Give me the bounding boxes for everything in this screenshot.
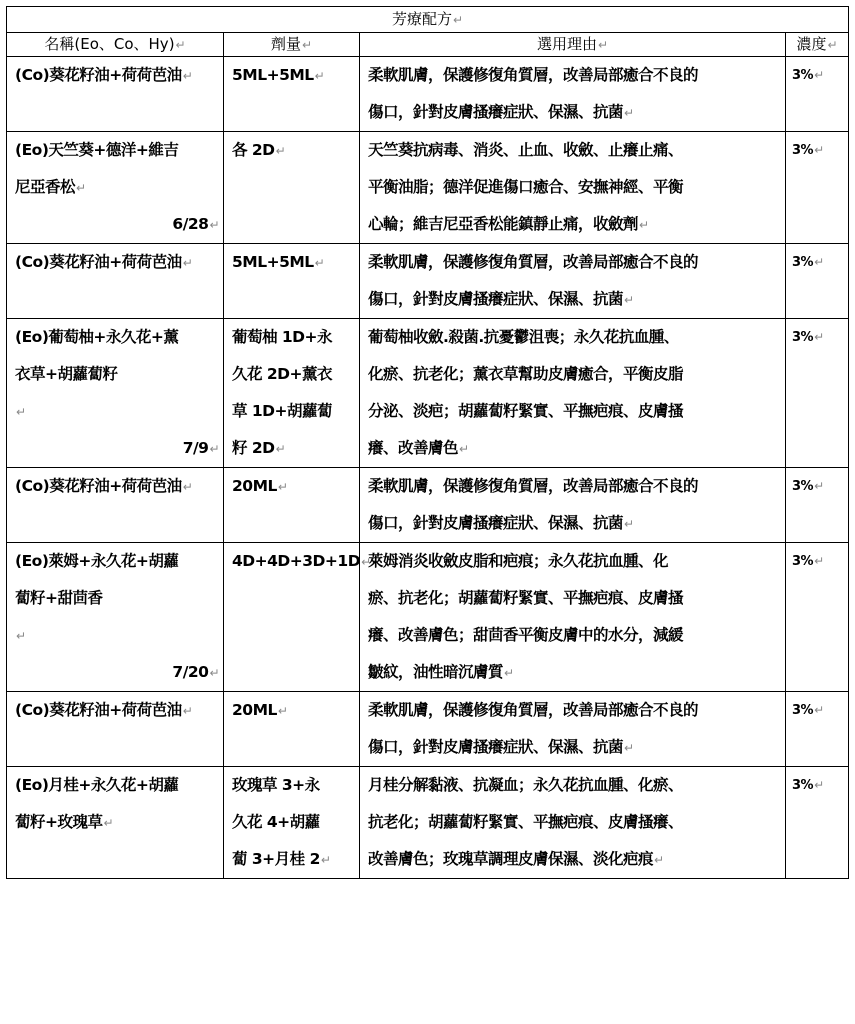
cell-line: 柔軟肌膚，保護修復角質層，改善局部癒合不良的 [368, 701, 699, 719]
reason-cell [360, 543, 786, 692]
paragraph-mark: ↵ [209, 666, 219, 680]
reason-cell [360, 468, 786, 543]
cell-line: 玫瑰草 3+永 [232, 776, 320, 794]
cell-line: 5ML+5ML↵ [232, 66, 325, 84]
cell-line: 3%↵ [792, 479, 824, 494]
cell-line: 癢、改善膚色↵ [368, 439, 469, 457]
cell-line: 3%↵ [792, 778, 824, 793]
cell-line: 傷口，針對皮膚搔癢症狀、保濕、抗菌↵ [368, 290, 634, 308]
table-row [7, 319, 849, 468]
cell-line: 化瘀、抗老化；薰衣草幫助皮膚癒合，平衡皮脂 [368, 365, 684, 383]
cell-line: 葡萄柚收斂.殺菌.抗憂鬱沮喪；永久花抗血腫、 [368, 328, 679, 346]
paragraph-mark: ↵ [320, 853, 331, 867]
document-page [6, 6, 848, 879]
cell-line: 皺紋，油性暗沉膚質↵ [368, 663, 514, 681]
paragraph-mark: ↵ [814, 554, 824, 568]
paragraph-mark: ↵ [814, 703, 824, 717]
paragraph-mark: ↵ [277, 480, 288, 494]
cell-line: 3%↵ [792, 330, 824, 345]
table-row [7, 543, 849, 692]
paragraph-mark: ↵ [814, 143, 824, 157]
cell-line: 柔軟肌膚，保護修復角質層，改善局部癒合不良的 [368, 66, 699, 84]
concentration-cell [786, 57, 849, 132]
paragraph-mark: ↵ [182, 256, 193, 270]
cell-line: 平衡油脂；德洋促進傷口癒合、安撫神經、平衡 [368, 178, 684, 196]
concentration-cell [786, 767, 849, 879]
cell-line: 抗老化；胡蘿蔔籽緊實、平撫疤痕、皮膚搔癢、 [368, 813, 684, 831]
paragraph-mark: ↵ [182, 704, 193, 718]
table-row [7, 767, 849, 879]
cell-line: 改善膚色；玫瑰草調理皮膚保濕、淡化疤痕↵ [368, 850, 664, 868]
paragraph-mark: ↵ [182, 480, 193, 494]
concentration-cell [786, 692, 849, 767]
cell-line: 傷口，針對皮膚搔癢症狀、保濕、抗菌↵ [368, 514, 634, 532]
cell-line: 5ML+5ML↵ [232, 253, 325, 271]
cell-line: 心輪；維吉尼亞香松能鎮靜止痛，收斂劑↵ [368, 215, 649, 233]
paragraph-mark: ↵ [314, 69, 325, 83]
cell-line: (Eo)月桂+永久花+胡蘿 [15, 776, 179, 794]
cell-line: 天竺葵抗病毒、消炎、止血、收斂、止癢止痛、 [368, 141, 684, 159]
cell-line: 傷口，針對皮膚搔癢症狀、保濕、抗菌↵ [368, 738, 634, 756]
paragraph-mark: ↵ [624, 517, 634, 531]
cell-line: 3%↵ [792, 554, 824, 569]
paragraph-mark: ↵ [76, 181, 86, 195]
reason-cell [360, 767, 786, 879]
cell-line: 萊姆消炎收斂皮脂和疤痕；永久花抗血腫、化 [368, 552, 669, 570]
table-body [7, 57, 849, 879]
cell-line: 草 1D+胡蘿蔔 [232, 402, 333, 420]
paragraph-mark: ↵ [209, 442, 219, 456]
cell-line: (Eo)葡萄柚+永久花+薰 [15, 328, 179, 346]
name-cell [7, 319, 224, 468]
paragraph-mark: ↵ [103, 816, 114, 830]
paragraph-mark: ↵ [624, 741, 634, 755]
paragraph-mark: ↵ [459, 442, 469, 456]
dose-cell [224, 57, 360, 132]
cell-line: 衣草+胡蘿蔔籽 [15, 365, 118, 383]
name-cell [7, 767, 224, 879]
name-cell [7, 132, 224, 244]
cell-line: 葡萄柚 1D+永 [232, 328, 333, 346]
cell-line: 20ML↵ [232, 477, 288, 495]
cell-line: 瘀、抗老化；胡蘿蔔籽緊實、平撫疤痕、皮膚搔 [368, 589, 684, 607]
cell-line: 蔔籽+玫瑰草↵ [15, 813, 114, 831]
reason-cell [360, 319, 786, 468]
dose-cell [224, 468, 360, 543]
name-cell [7, 57, 224, 132]
paragraph-mark: ↵ [814, 255, 824, 269]
header-concentration: 濃度↵ [786, 33, 849, 57]
cell-line: 癢、改善膚色；甜茴香平衡皮膚中的水分，減緩 [368, 626, 684, 644]
paragraph-mark: ↵ [504, 666, 514, 680]
cell-line: (Eo)萊姆+永久花+胡蘿 [15, 552, 179, 570]
concentration-cell [786, 468, 849, 543]
cell-line: 蔔 3+月桂 2↵ [232, 850, 331, 868]
cell-line: 籽 2D↵ [232, 439, 286, 457]
paragraph-mark: ↵ [654, 853, 664, 867]
header-dose: 劑量↵ [224, 33, 360, 57]
table-row [7, 468, 849, 543]
dose-cell [224, 767, 360, 879]
cell-line: 傷口，針對皮膚搔癢症狀、保濕、抗菌↵ [368, 103, 634, 121]
paragraph-mark: ↵ [814, 479, 824, 493]
cell-line: 尼亞香松↵ [15, 178, 86, 196]
table-row [7, 132, 849, 244]
cell-line: 久花 4+胡蘿 [232, 813, 320, 831]
header-reason: 選用理由↵ [360, 33, 786, 57]
cell-line: (Co)葵花籽油+荷荷芭油↵ [15, 253, 193, 271]
cell-line: 蔔籽+甜茴香 [15, 589, 103, 607]
cell-line: 4D+4D+3D+1D↵ [232, 552, 371, 570]
paragraph-mark: ↵ [182, 69, 193, 83]
paragraph-mark: ↵ [639, 218, 649, 232]
reason-cell [360, 244, 786, 319]
dose-cell [224, 319, 360, 468]
cell-line: (Co)葵花籽油+荷荷芭油↵ [15, 477, 193, 495]
cell-line: 各 2D↵ [232, 141, 286, 159]
cell-line: 久花 2D+薰衣 [232, 365, 333, 383]
table-row [7, 244, 849, 319]
concentration-cell [786, 319, 849, 468]
name-cell [7, 692, 224, 767]
cell-line: 月桂分解黏液、抗凝血；永久花抗血腫、化瘀、 [368, 776, 684, 794]
paragraph-mark: ↵ [16, 629, 26, 643]
dose-cell [224, 244, 360, 319]
header-name: 名稱(Eo、Co、Hy)↵ [7, 33, 224, 57]
paragraph-mark: ↵ [16, 405, 26, 419]
reason-cell [360, 57, 786, 132]
cell-line: (Co)葵花籽油+荷荷芭油↵ [15, 701, 193, 719]
name-cell [7, 468, 224, 543]
cell-line: (Eo)天竺葵+德洋+維吉 [15, 141, 179, 159]
table-title: 芳療配方↵ [7, 7, 849, 33]
paragraph-mark: ↵ [275, 144, 286, 158]
paragraph-mark: ↵ [814, 68, 824, 82]
paragraph-mark: ↵ [209, 218, 219, 232]
concentration-cell [786, 543, 849, 692]
dose-cell [224, 692, 360, 767]
cell-line: 3%↵ [792, 143, 824, 158]
cell-line: 柔軟肌膚，保護修復角質層，改善局部癒合不良的 [368, 477, 699, 495]
paragraph-mark: ↵ [361, 555, 371, 569]
paragraph-mark: ↵ [814, 330, 824, 344]
name-cell [7, 543, 224, 692]
cell-line: 3%↵ [792, 68, 824, 83]
cell-line: 20ML↵ [232, 701, 288, 719]
dose-cell [224, 132, 360, 244]
formula-table [6, 6, 849, 879]
cell-line: 6/28↵ [172, 215, 219, 233]
cell-line: 3%↵ [792, 255, 824, 270]
concentration-cell [786, 132, 849, 244]
table-row [7, 692, 849, 767]
paragraph-mark: ↵ [314, 256, 325, 270]
cell-line: 分泌、淡疤；胡蘿蔔籽緊實、平撫疤痕、皮膚搔 [368, 402, 684, 420]
paragraph-mark: ↵ [814, 778, 824, 792]
cell-line: 3%↵ [792, 703, 824, 718]
name-cell [7, 244, 224, 319]
cell-line: 柔軟肌膚，保護修復角質層，改善局部癒合不良的 [368, 253, 699, 271]
cell-line: (Co)葵花籽油+荷荷芭油↵ [15, 66, 193, 84]
concentration-cell [786, 244, 849, 319]
paragraph-mark: ↵ [624, 106, 634, 120]
paragraph-mark: ↵ [275, 442, 286, 456]
cell-line [7, 617, 223, 654]
cell-line: 7/9↵ [182, 439, 219, 457]
cell-line: 7/20↵ [172, 663, 219, 681]
reason-cell [360, 132, 786, 244]
table-row [7, 57, 849, 132]
paragraph-mark: ↵ [624, 293, 634, 307]
dose-cell [224, 543, 371, 692]
reason-cell [360, 692, 786, 767]
paragraph-mark: ↵ [277, 704, 288, 718]
cell-line [7, 393, 223, 430]
